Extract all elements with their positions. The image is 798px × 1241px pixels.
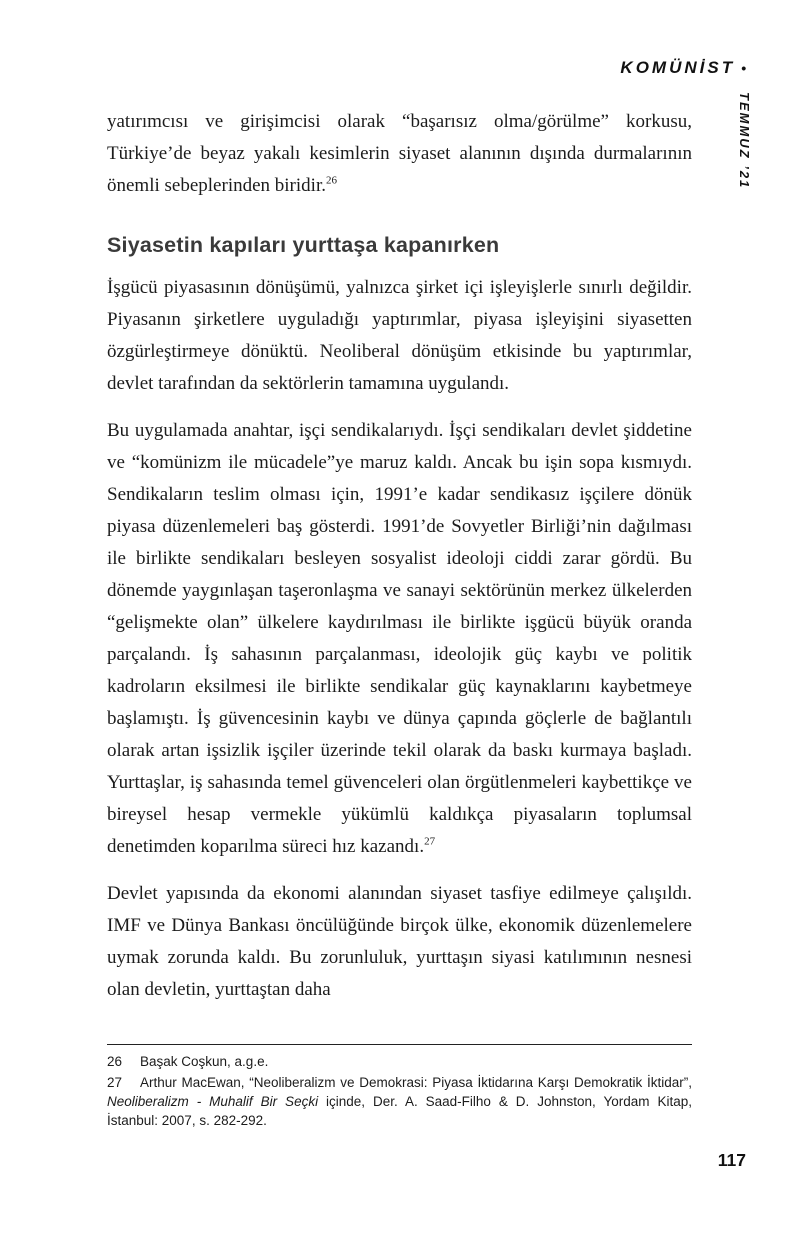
paragraph-text: Bu uygulamada anahtar, işçi sendikalarıydı. İşçi sendikaları devlet şiddetine ve “komünizm ile mücadele”ye maruz kaldı. Ancak bu işin sopa kısmıydı. Sendikaların teslim olması için, 1991’e kadar sendikasız işçilere dönük piyasa düzenlemeleri baş gösterdi. 1991’de Sovyetler Birliği’nin dağılması ile birlikte sendikaları besleyen sosyalist ideoloji ciddi zarar gördü. Bu dönemde yaygınlaşan taşeronlaşma ve sanayi sektörünün merkez ülkelerden “gelişmekte olan” ülkelere kaydırılması ile birlikte işgücü büyük oranda parçalandı. İş sahasının parçalanması, ideolojik güç kaybı ve politik kadroların eksilmesi ile birlikte sendikalar güç kaynaklarını kaybetmeye başlamıştı. İş güvencesinin kaybı ve dünya çapında göçlerle de bağlantılı olarak artan işsizlik işçiler üzerinde tekil olarak da baskı kurmaya başladı. Yurttaşlar, iş sahasında temel güvenceleri olan örgütlenmeleri kaybettikçe ve bireysel hesap vermekle yükümlü kaldıkça piyasaların toplumsal denetimden koparılma süreci hız kazandı. — [107, 420, 692, 857]
body-paragraph — [107, 878, 692, 1006]
header-bullet: • — [741, 60, 746, 76]
footnote-text: Başak Coşkun, a.g.e. — [140, 1054, 269, 1069]
body-paragraph — [107, 272, 692, 400]
footnote-number: 27 — [107, 1075, 123, 1090]
journal-title: KOMÜNİST — [620, 58, 736, 77]
footnote-ref-26: 26 — [325, 174, 337, 187]
footnote-text: içinde, Der. A. Saad-Filho & D. Johnston, Yordam Kitap, İstanbul: 2007, s. 282-292. — [107, 1094, 692, 1128]
section-heading: Siyasetin kapıları yurttaşa kapanırken — [107, 233, 500, 257]
footnote-rule — [107, 1044, 692, 1045]
page-number: 117 — [717, 1150, 746, 1170]
footnote-text: Arthur MacEwan, “Neoliberalizm ve Demokrasi: Piyasa İktidarına Karşı Demokratik İktidar”, — [140, 1075, 692, 1090]
paragraph-text: Devlet yapısında da ekonomi alanından siyaset tasfiye edilmeye çalışıldı. IMF ve Dünya Bankası öncülüğünde birçok ülke, ekonomik düzenlemelere uymak zorunda kaldı. Bu zorunluluk, yurttaşın siyasi katılımının nesnesi olan devletin, yurttaştan daha — [107, 883, 692, 1000]
paragraph-text: İşgücü piyasasının dönüşümü, yalnızca şirket içi işleyişlerle sınırlı değildir. Piyasanın şirketlere uyguladığı yaptırımlar, piyasa işleyişini siyasetten özgürleştirmeye dönüktü. Neoliberal dönüşüm etkisinde bu yaptırımlar, devlet tarafından da sektörlerin tamamına uygulandı. — [107, 277, 692, 394]
footnote-27 — [107, 1073, 692, 1130]
body-paragraph — [107, 415, 692, 863]
issue-date-vertical: TEMMUZ ’21 — [737, 92, 752, 190]
footnote-area — [107, 1044, 692, 1132]
footnote-text-italic: Neoliberalizm - Muhalif Bir Seçki — [107, 1094, 319, 1109]
footnote-number: 26 — [107, 1054, 123, 1069]
footnote-26 — [107, 1052, 692, 1071]
continuation-paragraph — [107, 106, 692, 202]
running-header — [620, 58, 746, 78]
text-column — [107, 106, 692, 1006]
paragraph-text: yatırımcısı ve girişimcisi olarak “başarısız olma/görülme” korkusu, Türkiye’de beyaz yakalı kesimlerin siyaset alanının dışında durmalarının önemli sebeplerinden biridir. — [107, 111, 692, 196]
footnote-ref-27: 27 — [424, 835, 436, 848]
